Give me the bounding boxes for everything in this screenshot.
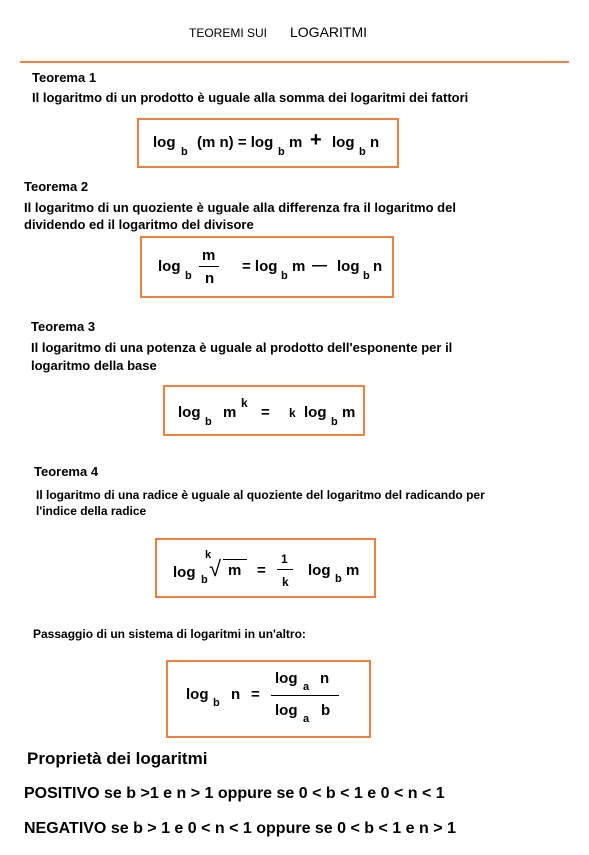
cb-den-base: a bbox=[303, 713, 310, 725]
theorem-2-text-1: Il logaritmo di un quoziente è uguale alla differenza fra il logaritmo del bbox=[24, 200, 456, 215]
properties-negative: NEGATIVO se b > 1 e 0 < n < 1 oppure se 0 < b < 1 e n > 1 bbox=[24, 820, 456, 837]
t1-log3: log bbox=[332, 134, 355, 151]
t1-m: m bbox=[289, 134, 303, 151]
t2-n: n bbox=[373, 258, 383, 275]
cb-num-n: n bbox=[320, 670, 330, 687]
t3-eq: = bbox=[261, 404, 270, 421]
theorem-1-heading: Teorema 1 bbox=[32, 70, 97, 85]
radical-icon: √ bbox=[209, 556, 222, 581]
t4-fraction-bar bbox=[277, 569, 293, 570]
t3-m2: m bbox=[342, 404, 356, 421]
t4-denominator: k bbox=[282, 575, 289, 589]
cb-base: b bbox=[213, 697, 220, 709]
t4-m2: m bbox=[346, 562, 360, 579]
theorem-1-formula-box bbox=[137, 118, 399, 168]
page-title-prefix: TEOREMI SUI bbox=[189, 26, 268, 40]
t3-base: b bbox=[205, 416, 212, 428]
t1-base2: b bbox=[278, 146, 285, 158]
cb-log: log bbox=[186, 686, 209, 703]
t3-log2: log bbox=[304, 404, 327, 421]
t2-m: m bbox=[292, 258, 306, 275]
t2-eq: = log bbox=[242, 258, 278, 275]
t3-exponent: k bbox=[241, 396, 248, 410]
cb-num-base: a bbox=[303, 681, 310, 693]
t2-log3: log bbox=[337, 258, 360, 275]
theorem-1-text: Il logaritmo di un prodotto è uguale alla somma dei logaritmi dei fattori bbox=[32, 90, 469, 105]
theorem-2-heading: Teorema 2 bbox=[24, 179, 89, 194]
cb-n: n bbox=[231, 686, 241, 703]
t1-base: b bbox=[181, 146, 188, 158]
t4-root-index: k bbox=[205, 549, 212, 561]
t4-base2: b bbox=[335, 573, 342, 585]
t1-plus: + bbox=[310, 129, 322, 151]
theorem-3-formula-box bbox=[163, 385, 365, 436]
theorem-2-formula-box bbox=[140, 236, 394, 298]
t2-minus: — bbox=[312, 257, 327, 274]
t4-radicand: m bbox=[228, 562, 242, 579]
t2-base2: b bbox=[281, 270, 288, 282]
t1-n: n bbox=[370, 134, 380, 151]
theorem-3-text-2: logaritmo della base bbox=[31, 358, 157, 373]
t4-base: b bbox=[201, 574, 208, 586]
cb-den-log: log bbox=[275, 702, 298, 719]
theorem-3-text-1: Il logaritmo di una potenza è uguale al prodotto dell'esponente per il bbox=[31, 340, 453, 355]
t1-base3: b bbox=[359, 146, 366, 158]
theorem-4-text-1: Il logaritmo di una radice è uguale al quoziente del logaritmo del radicando per bbox=[36, 488, 485, 502]
cb-fraction-bar bbox=[271, 695, 339, 696]
t4-radical-overline bbox=[223, 559, 247, 560]
t2-denominator: n bbox=[205, 270, 215, 287]
t3-base2: b bbox=[331, 416, 338, 428]
t4-log2: log bbox=[308, 562, 331, 579]
t2-fraction-bar bbox=[199, 266, 219, 267]
t3-m: m bbox=[223, 404, 237, 421]
t3-log: log bbox=[178, 404, 201, 421]
page-title: LOGARITMI bbox=[290, 24, 368, 40]
cb-num-log: log bbox=[275, 670, 298, 687]
theorem-4-formula-box bbox=[155, 538, 376, 598]
theorem-4-text-2: l'indice della radice bbox=[36, 504, 147, 518]
t2-log: log bbox=[158, 258, 181, 275]
t4-log: log bbox=[173, 564, 196, 581]
t2-numerator: m bbox=[202, 247, 216, 264]
t3-coef: k bbox=[289, 406, 296, 420]
properties-positive: POSITIVO se b >1 e n > 1 oppure se 0 < b < 1 e 0 < n < 1 bbox=[24, 785, 445, 802]
cb-den-b: b bbox=[321, 702, 331, 719]
t1-args: (m n) = log bbox=[197, 134, 274, 151]
theorem-4-heading: Teorema 4 bbox=[34, 464, 99, 479]
cb-eq: = bbox=[251, 686, 260, 703]
properties-title: Proprietà dei logaritmi bbox=[27, 749, 208, 768]
t4-eq: = bbox=[257, 562, 266, 579]
t2-base: b bbox=[185, 270, 192, 282]
t4-numerator: 1 bbox=[281, 552, 288, 566]
change-of-base-heading: Passaggio di un sistema di logaritmi in un'altro: bbox=[33, 627, 306, 641]
theorem-3-heading: Teorema 3 bbox=[31, 319, 96, 334]
theorem-2-text-2: dividendo ed il logaritmo del divisore bbox=[24, 217, 254, 232]
header-divider bbox=[20, 61, 569, 63]
change-of-base-formula-box bbox=[166, 660, 371, 738]
t1-log: log bbox=[153, 134, 176, 151]
t2-base3: b bbox=[363, 270, 370, 282]
